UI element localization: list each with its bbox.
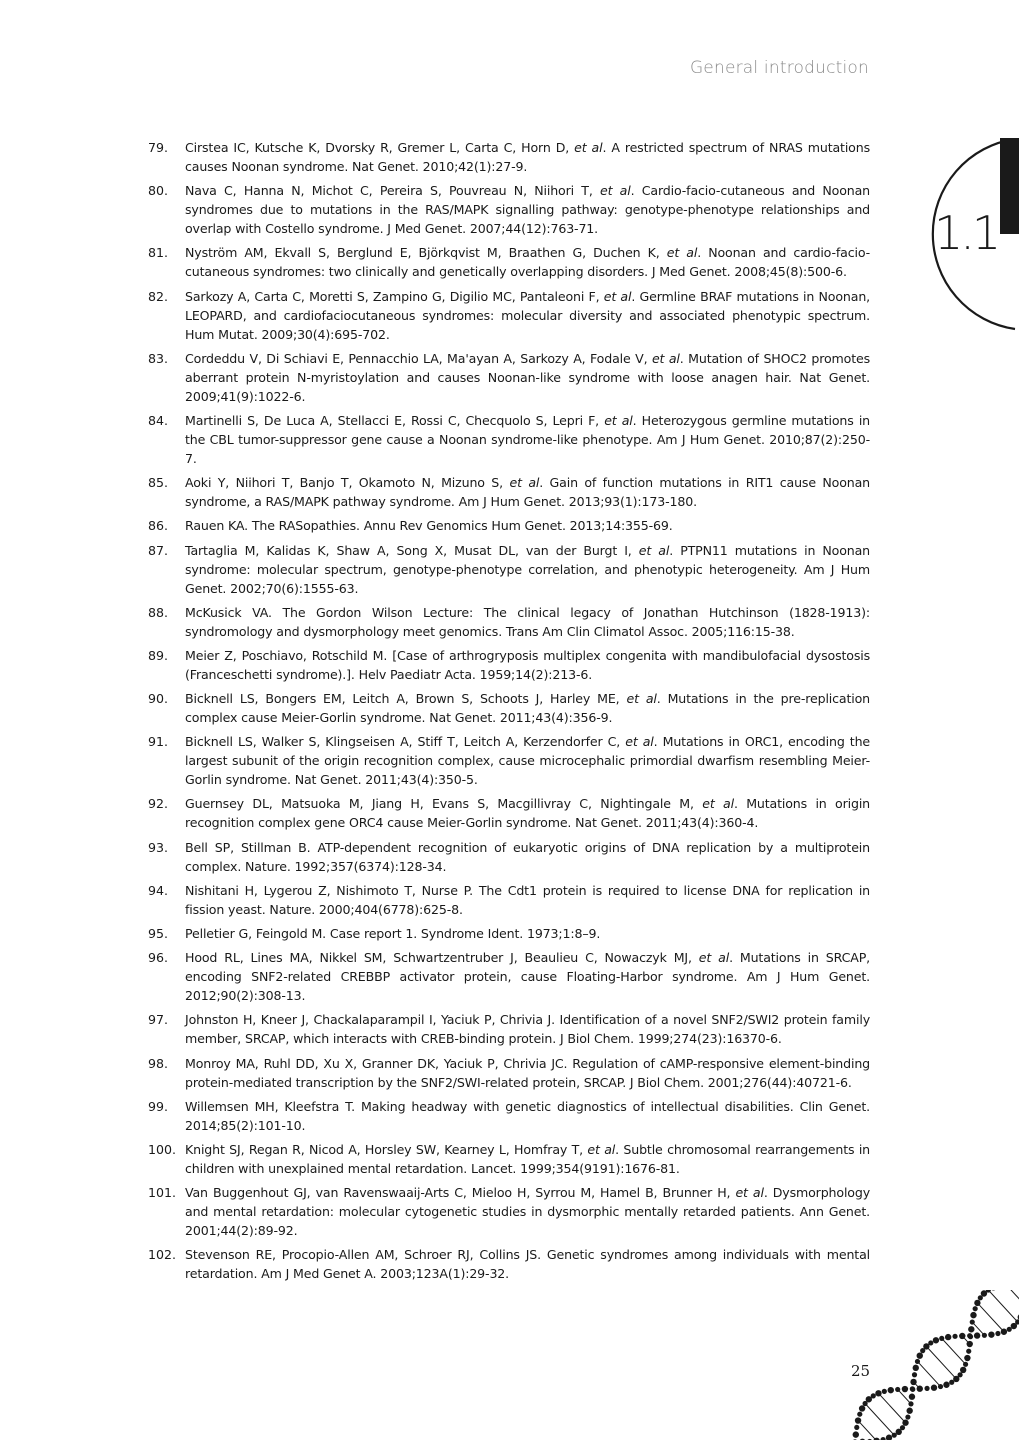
reference-item: [148, 243, 870, 281]
reference-text: [185, 924, 870, 943]
reference-item: [148, 732, 870, 789]
reference-list: [148, 138, 870, 1289]
reference-citation: Nishitani H, Lygerou Z, Nishimoto T, Nurse P. The Cdt1 protein is required to license DNA for replication in fission yeast. Nature. 2000;404(6778):625-8.: [185, 882, 870, 917]
reference-item: [148, 1140, 870, 1178]
reference-text: [185, 1097, 870, 1135]
reference-item: [148, 1010, 870, 1048]
reference-item: [148, 881, 870, 919]
reference-number: 84.: [148, 412, 169, 428]
reference-text: [185, 689, 870, 727]
reference-citation: Bicknell LS, Bongers EM, Leitch A, Brown S, Schoots J, Harley ME,: [185, 691, 627, 707]
reference-number: 100.: [148, 1141, 177, 1157]
reference-text: [185, 732, 870, 789]
reference-citation: Monroy MA, Ruhl DD, Xu X, Granner DK, Yaciuk P, Chrivia JC. Regulation of cAMP-responsive element-binding protein-mediated transcription by the SNF2/SWI-related protein, SRCAP. J Biol Chem. 2001;276(44):40721-6.: [185, 1055, 870, 1090]
reference-text: [185, 138, 870, 176]
reference-item: [148, 689, 870, 727]
reference-number: 87.: [148, 542, 169, 558]
reference-text: [185, 287, 870, 344]
page-number: 25: [851, 1362, 871, 1380]
dna-helix-icon: [850, 1290, 1019, 1440]
et-al: et al: [666, 245, 698, 261]
reference-citation: Meier Z, Poschiavo, Rotschild M. [Case of arthrogryposis multiplex congenita with mandibulofacial dysostosis (Franceschetti syndrome).]. Helv Paediatr Acta. 1959;14(2):213-6.: [185, 647, 870, 682]
reference-text: [185, 603, 870, 641]
et-al: et al: [509, 475, 540, 491]
reference-citation-rest: . Subtle chromosomal rearrangements in children with unexplained mental retardation. Lancet. 1999;354(9191):1676-81.: [185, 1141, 870, 1176]
reference-number: 93.: [148, 839, 169, 855]
et-al: et al: [625, 734, 654, 750]
reference-citation: Bell SP, Stillman B. ATP-dependent recognition of eukaryotic origins of DNA replication by a multiprotein complex. Nature. 1992;357(6374):128-34.: [185, 839, 870, 874]
reference-number: 101.: [148, 1185, 177, 1201]
reference-item: [148, 541, 870, 598]
et-al: et al: [626, 691, 657, 707]
reference-text: [185, 1054, 870, 1092]
reference-number: 86.: [148, 518, 169, 534]
reference-item: [148, 411, 870, 468]
reference-text: [185, 411, 870, 468]
et-al: et al: [735, 1185, 764, 1201]
et-al: et al: [604, 412, 633, 428]
reference-text: [185, 349, 870, 406]
reference-citation: Nava C, Hanna N, Michot C, Pereira S, Pouvreau N, Niihori T,: [185, 183, 600, 199]
reference-citation: Willemsen MH, Kleefstra T. Making headway with genetic diagnostics of intellectual disabilities. Clin Genet. 2014;85(2):101-10.: [185, 1098, 870, 1133]
reference-item: [148, 287, 870, 344]
reference-citation: Aoki Y, Niihori T, Banjo T, Okamoto N, Mizuno S,: [185, 475, 510, 491]
reference-item: [148, 473, 870, 511]
reference-number: 96.: [148, 950, 169, 966]
et-al: et al: [651, 350, 680, 366]
reference-citation-rest: . Cardio-facio-cutaneous and Noonan syndromes due to mutations in the RAS/MAPK signalling pathway: genotype-phenotype relationships and overlap with Costello syndrome. J Med Genet. 2007;44(12):763-71.: [185, 183, 870, 237]
et-al: et al: [638, 542, 670, 558]
reference-number: 95.: [148, 926, 169, 941]
reference-text: [185, 473, 870, 511]
reference-number: 90.: [148, 691, 169, 707]
reference-citation-rest: . A restricted spectrum of NRAS mutations causes Noonan syndrome. Nat Genet. 2010;42(1):27-9.: [185, 140, 870, 174]
et-al: et al: [702, 796, 734, 812]
reference-text: [185, 838, 870, 876]
reference-text: [185, 541, 870, 598]
reference-citation: Hood RL, Lines MA, Nikkel SM, Schwartzentruber J, Beaulieu C, Nowaczyk MJ,: [185, 950, 699, 966]
reference-number: 98.: [148, 1055, 169, 1071]
reference-item: [148, 603, 870, 641]
reference-number: 83.: [148, 350, 169, 366]
reference-number: 92.: [148, 796, 169, 812]
reference-citation: Knight SJ, Regan R, Nicod A, Horsley SW, Kearney L, Homfray T,: [185, 1141, 588, 1157]
reference-citation: Pelletier G, Feingold M. Case report 1. Syndrome Ident. 1973;1:8–9.: [185, 926, 601, 941]
reference-citation: Cordeddu V, Di Schiavi E, Pennacchio LA, Ma'ayan A, Sarkozy A, Fodale V,: [185, 350, 652, 366]
reference-citation-rest: . Noonan and cardio-facio-cutaneous syndromes: two clinically and genetically overlapping disorders. J Med Genet. 2008;45(8):500-6.: [185, 245, 871, 280]
et-al: et al: [603, 288, 632, 304]
reference-citation: Cirstea IC, Kutsche K, Dvorsky R, Gremer L, Carta C, Horn D,: [185, 140, 575, 155]
reference-item: [148, 1245, 870, 1283]
et-al: et al: [574, 140, 603, 155]
reference-item: [148, 1183, 870, 1240]
reference-citation: Tartaglia M, Kalidas K, Shaw A, Song X, Musat DL, van der Burgt I,: [185, 542, 639, 558]
reference-citation-rest: . Mutations in ORC1, encoding the largest subunit of the origin recognition complex, cause microcephalic primordial dwarfism resembling Meier-Gorlin syndrome. Nat Genet. 2011;43(4):350-5.: [185, 734, 870, 788]
reference-text: [185, 794, 870, 832]
reference-citation: Rauen KA. The RASopathies. Annu Rev Genomics Hum Genet. 2013;14:355-69.: [185, 518, 673, 534]
reference-citation-rest: . Germline BRAF mutations in Noonan, LEOPARD, and cardiofaciocutaneous syndromes: molecular diversity and associated phenotypic spectrum. Hum Mutat. 2009;30(4):695-702.: [185, 288, 871, 342]
reference-item: [148, 924, 870, 943]
reference-text: [185, 516, 870, 535]
reference-text: [185, 1183, 870, 1240]
reference-item: [148, 794, 870, 832]
reference-citation-rest: . Heterozygous germline mutations in the CBL tumor-suppressor gene cause a Noonan syndrome-like phenotype. Am J Hum Genet. 2010;87(2):250-7.: [185, 412, 871, 466]
reference-text: [185, 881, 870, 919]
reference-text: [185, 646, 870, 684]
reference-text: [185, 243, 870, 281]
reference-number: 94.: [148, 882, 169, 898]
reference-citation: Stevenson RE, Procopio-Allen AM, Schroer RJ, Collins JS. Genetic syndromes among individuals with mental retardation. Am J Med Genet A. 2003;123A(1):29-32.: [185, 1247, 870, 1282]
reference-citation-rest: . Dysmorphology and mental retardation: molecular cytogenetic studies in dysmorphic mentally retarded patients. Ann Genet. 2001;44(2):89-92.: [185, 1185, 870, 1239]
chapter-number: 1.1: [934, 206, 999, 260]
reference-number: 81.: [148, 245, 169, 261]
reference-number: 88.: [148, 604, 169, 620]
reference-item: [148, 181, 870, 238]
reference-number: 102.: [148, 1247, 177, 1263]
reference-citation: Sarkozy A, Carta C, Moretti S, Zampino G, Digilio MC, Pantaleoni F,: [185, 288, 604, 304]
reference-text: [185, 181, 870, 238]
running-header: General introduction: [689, 58, 869, 78]
reference-item: [148, 349, 870, 406]
et-al: et al: [587, 1141, 616, 1157]
reference-citation: McKusick VA. The Gordon Wilson Lecture: The clinical legacy of Jonathan Hutchinson (1828-1913): syndromology and dysmorphology meet genomics. Trans Am Clin Climatol Assoc. 2005;116:15-38.: [185, 604, 870, 639]
reference-text: [185, 948, 870, 1005]
reference-number: 80.: [148, 183, 169, 199]
reference-number: 97.: [148, 1012, 169, 1028]
reference-text: [185, 1245, 870, 1283]
reference-citation-rest: . Mutation of SHOC2 promotes aberrant protein N-myristoylation and causes Noonan-like syndrome with loose anagen hair. Nat Genet. 2009;41(9):1022-6.: [185, 350, 871, 404]
reference-citation-rest: . Mutations in origin recognition complex gene ORC4 cause Meier-Gorlin syndrome. Nat Genet. 2011;43(4):360-4.: [185, 796, 871, 831]
reference-item: [148, 948, 870, 1005]
et-al: et al: [698, 950, 730, 966]
reference-item: [148, 138, 870, 176]
reference-item: [148, 516, 870, 535]
reference-number: 91.: [148, 734, 169, 750]
reference-citation: Van Buggenhout GJ, van Ravenswaaij-Arts C, Mieloo H, Syrrou M, Hamel B, Brunner H,: [185, 1185, 736, 1201]
reference-citation-rest: . Gain of function mutations in RIT1 cause Noonan syndrome, a RAS/MAPK pathway syndrome. Am J Hum Genet. 2013;93(1):173-180.: [185, 475, 871, 510]
reference-item: [148, 1054, 870, 1092]
reference-citation: Martinelli S, De Luca A, Stellacci E, Rossi C, Checquolo S, Lepri F,: [185, 412, 605, 428]
reference-number: 79.: [148, 140, 169, 155]
reference-citation-rest: . Mutations in the pre-replication complex cause Meier-Gorlin syndrome. Nat Genet. 2011;43(4):356-9.: [185, 691, 871, 726]
reference-number: 85.: [148, 475, 169, 491]
reference-number: 82.: [148, 288, 169, 304]
reference-item: [148, 838, 870, 876]
reference-number: 89.: [148, 647, 169, 663]
reference-text: [185, 1010, 870, 1048]
reference-citation: Johnston H, Kneer J, Chackalaparampil I, Yaciuk P, Chrivia J. Identification of a novel SNF2/SWI2 protein family member, SRCAP, which interacts with CREB-binding protein. J Biol Chem. 1999;274(23):16370-6.: [185, 1012, 870, 1047]
reference-citation-rest: . Mutations in SRCAP, encoding SNF2-related CREBBP activator protein, cause Floating-Harbor syndrome. Am J Hum Genet. 2012;90(2):308-13.: [185, 950, 871, 1004]
reference-citation: Bicknell LS, Walker S, Klingseisen A, Stiff T, Leitch A, Kerzendorfer C,: [185, 734, 626, 750]
reference-text: [185, 1140, 870, 1178]
reference-citation: Nyström AM, Ekvall S, Berglund E, Björkqvist M, Braathen G, Duchen K,: [185, 245, 667, 261]
reference-item: [148, 646, 870, 684]
reference-citation-rest: . PTPN11 mutations in Noonan syndrome: molecular spectrum, genotype-phenotype correlation, and phenotypic heterogeneity. Am J Hum Genet. 2002;70(6):1555-63.: [185, 542, 871, 596]
reference-citation: Guernsey DL, Matsuoka M, Jiang H, Evans S, Macgillivray C, Nightingale M,: [185, 796, 703, 812]
reference-item: [148, 1097, 870, 1135]
reference-number: 99.: [148, 1098, 169, 1114]
et-al: et al: [599, 183, 631, 199]
